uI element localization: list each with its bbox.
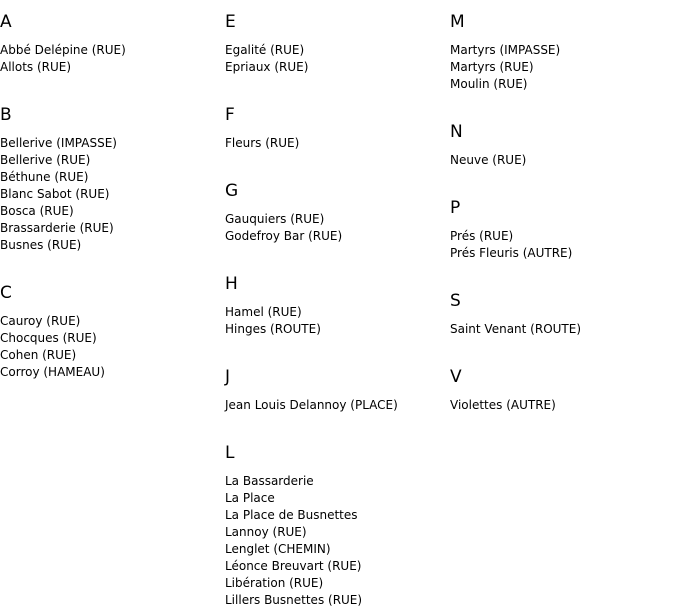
street-list [450, 42, 670, 93]
street-link[interactable]: Godefroy Bar (RUE) [225, 229, 343, 243]
street-list [225, 135, 445, 152]
letter-section-f [225, 105, 445, 167]
street-link[interactable]: Corroy (HAMEAU) [0, 365, 105, 379]
letter-section-e [225, 12, 445, 91]
street-link[interactable]: Abbé Delépine (RUE) [0, 43, 126, 57]
street-link[interactable]: Brassarderie (RUE) [0, 221, 114, 235]
street-link[interactable]: Saint Venant (ROUTE) [450, 322, 582, 336]
street-link[interactable]: Prés Fleuris (AUTRE) [450, 246, 573, 260]
street-link[interactable]: Bellerive (RUE) [0, 153, 91, 167]
section-letter-heading: E [225, 12, 236, 32]
letter-section-s [450, 291, 670, 353]
letter-section-p [450, 198, 670, 277]
street-link[interactable]: Egalité (RUE) [225, 43, 305, 57]
letter-section-v [450, 367, 670, 414]
section-letter-heading: F [225, 105, 235, 125]
street-link[interactable]: Chocques (RUE) [0, 331, 97, 345]
letter-section-j [225, 367, 445, 429]
street-link[interactable]: Cohen (RUE) [0, 348, 77, 362]
street-link[interactable]: Neuve (RUE) [450, 153, 527, 167]
street-link[interactable]: Martyrs (RUE) [450, 60, 534, 74]
street-link[interactable]: La Place [225, 491, 275, 505]
section-letter-heading: L [225, 443, 235, 463]
street-link[interactable]: Bosca (RUE) [0, 204, 74, 218]
street-link[interactable]: Jean Louis Delannoy (PLACE) [225, 398, 398, 412]
street-link[interactable]: Lenglet (CHEMIN) [225, 542, 331, 556]
street-index-column-3 [450, 0, 670, 414]
letter-section-b [0, 105, 220, 269]
street-link[interactable]: La Place de Busnettes [225, 508, 358, 522]
section-letter-heading: C [0, 283, 12, 303]
street-link[interactable]: Prés (RUE) [450, 229, 514, 243]
street-link[interactable]: Bellerive (IMPASSE) [0, 136, 117, 150]
street-list [225, 211, 445, 245]
street-list [0, 135, 220, 254]
section-letter-heading: N [450, 122, 463, 142]
street-link[interactable]: Gauquiers (RUE) [225, 212, 325, 226]
section-letter-heading: P [450, 198, 461, 218]
street-link[interactable]: Epriaux (RUE) [225, 60, 309, 74]
street-index-column-1 [0, 0, 220, 381]
street-list [450, 152, 670, 169]
letter-section-h [225, 274, 445, 353]
street-list [225, 304, 445, 338]
section-letter-heading: B [0, 105, 12, 125]
section-letter-heading: J [225, 367, 231, 387]
street-list [225, 473, 445, 609]
street-list [450, 397, 670, 414]
letter-section-c [0, 283, 220, 381]
street-link[interactable]: Béthune (RUE) [0, 170, 89, 184]
street-link[interactable]: Léonce Breuvart (RUE) [225, 559, 362, 573]
street-link[interactable]: Busnes (RUE) [0, 238, 82, 252]
street-link[interactable]: Lannoy (RUE) [225, 525, 307, 539]
section-letter-heading: M [450, 12, 465, 32]
street-list [0, 42, 220, 76]
street-link[interactable]: Allots (RUE) [0, 60, 72, 74]
street-link[interactable]: Martyrs (IMPASSE) [450, 43, 561, 57]
letter-section-g [225, 181, 445, 260]
street-list [450, 228, 670, 262]
street-link[interactable]: Violettes (AUTRE) [450, 398, 556, 412]
street-list [225, 42, 445, 76]
street-list [0, 313, 220, 381]
letter-section-n [450, 122, 670, 184]
street-link[interactable]: Blanc Sabot (RUE) [0, 187, 110, 201]
street-list [450, 321, 670, 338]
street-index-column-2 [225, 0, 445, 609]
section-letter-heading: G [225, 181, 239, 201]
section-letter-heading: A [0, 12, 12, 32]
letter-section-l [225, 443, 445, 609]
street-link[interactable]: Lillers Busnettes (RUE) [225, 593, 363, 607]
street-list [225, 397, 445, 414]
section-letter-heading: H [225, 274, 238, 294]
street-link[interactable]: Hinges (ROUTE) [225, 322, 321, 336]
street-link[interactable]: Moulin (RUE) [450, 77, 528, 91]
street-link[interactable]: Libération (RUE) [225, 576, 324, 590]
street-link[interactable]: Fleurs (RUE) [225, 136, 300, 150]
street-link[interactable]: Cauroy (RUE) [0, 314, 81, 328]
letter-section-m [450, 12, 670, 108]
section-letter-heading: S [450, 291, 461, 311]
section-letter-heading: V [450, 367, 462, 387]
street-link[interactable]: Hamel (RUE) [225, 305, 302, 319]
street-link[interactable]: La Bassarderie [225, 474, 314, 488]
letter-section-a [0, 12, 220, 91]
